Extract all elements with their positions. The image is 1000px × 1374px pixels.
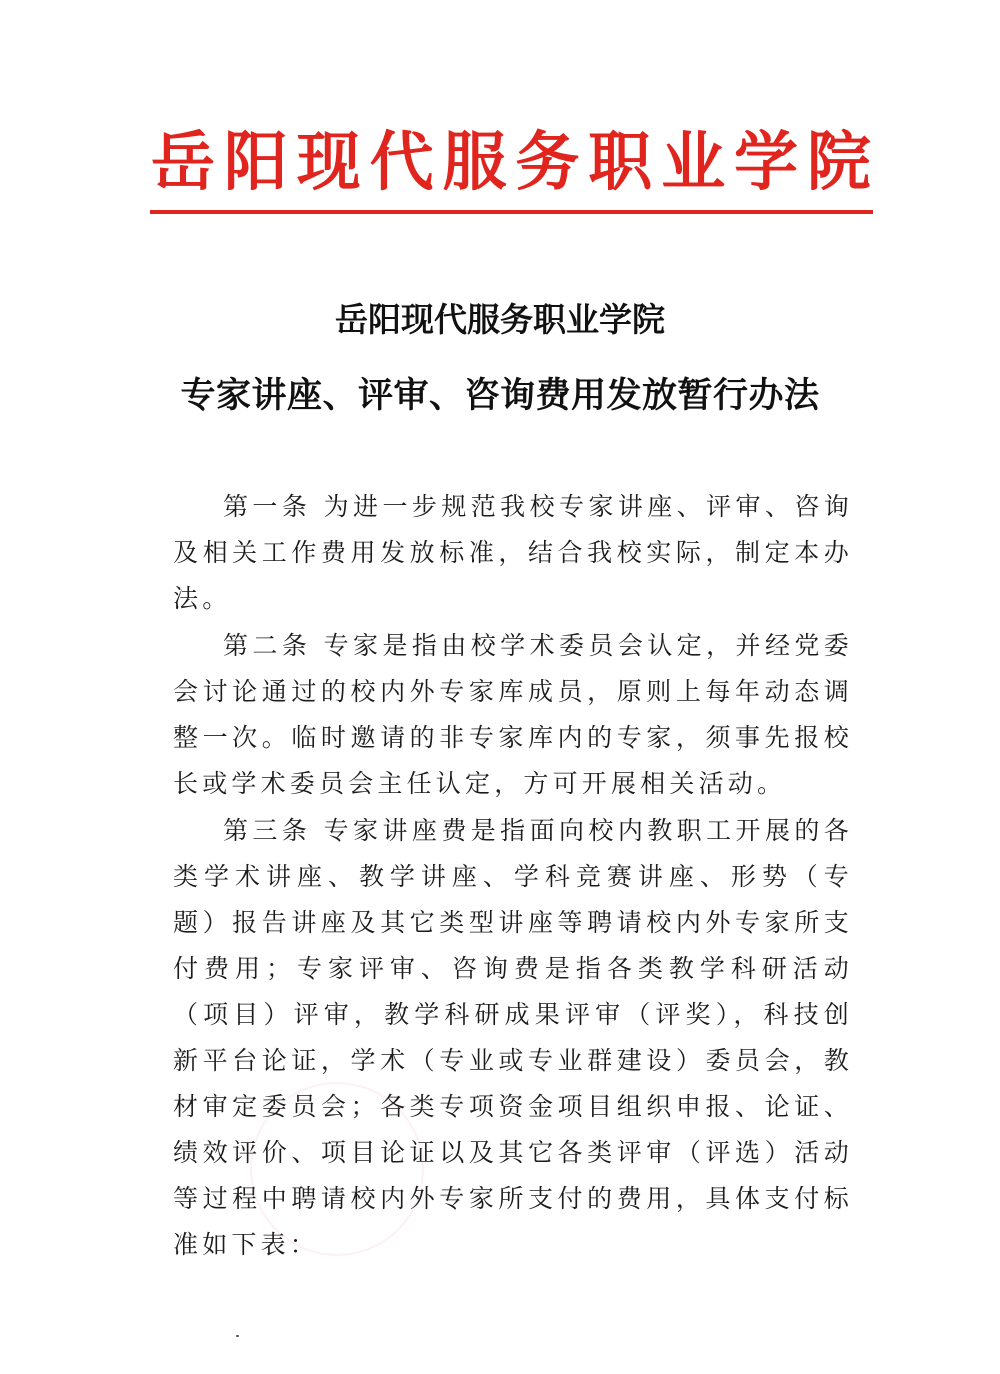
article-2: 第二条 专家是指由校学术委员会认定，并经党委会讨论通过的校内外专家库成员，原则上每年动态调整一次。临时邀请的非专家库内的专家，须事先报校长或学术委员会主任认定，方可开展相关活动。 xyxy=(173,631,853,798)
letterhead-char: 务 xyxy=(515,125,580,200)
scan-speck xyxy=(236,1335,239,1337)
letterhead xyxy=(150,118,872,208)
document-title-line1: 岳阳现代服务职业学院 xyxy=(335,300,665,339)
letterhead-divider xyxy=(150,210,873,214)
article-1: 第一条 为进一步规范我校专家讲座、评审、咨询及相关工作费用发放标准，结合我校实际，制定本办法。 xyxy=(173,492,853,613)
document-body xyxy=(173,484,853,1269)
letterhead-char: 职 xyxy=(588,125,653,200)
letterhead-char: 院 xyxy=(806,125,871,200)
letterhead-char: 岳 xyxy=(151,125,215,200)
letterhead-char: 阳 xyxy=(223,125,288,200)
article-3: 第三条 专家讲座费是指面向校内教职工开展的各类学术讲座、教学讲座、学科竞赛讲座、形势（专题）报告讲座及其它类型讲座等聘请校内外专家所支付费用；专家评审、咨询费是指各类教学科研活动（项目）评审，教学科研成果评审（评奖），科技创新平台论证，学术（专业或专业群建设）委员会，教材审定委员会；各类专项资金项目组织申报、论证、绩效评价、项目论证以及其它各类评审（评选）活动等过程中聘请校内外专家所支付的费用，具体支付标准如下表： xyxy=(173,816,853,1259)
letterhead-char: 学 xyxy=(734,125,798,200)
document-title-line2: 专家讲座、评审、咨询费用发放暂行办法 xyxy=(180,375,820,416)
letterhead-char: 业 xyxy=(661,125,726,200)
letterhead-char: 服 xyxy=(442,125,507,200)
letterhead-char: 现 xyxy=(296,125,361,200)
letterhead-char: 代 xyxy=(369,125,434,200)
